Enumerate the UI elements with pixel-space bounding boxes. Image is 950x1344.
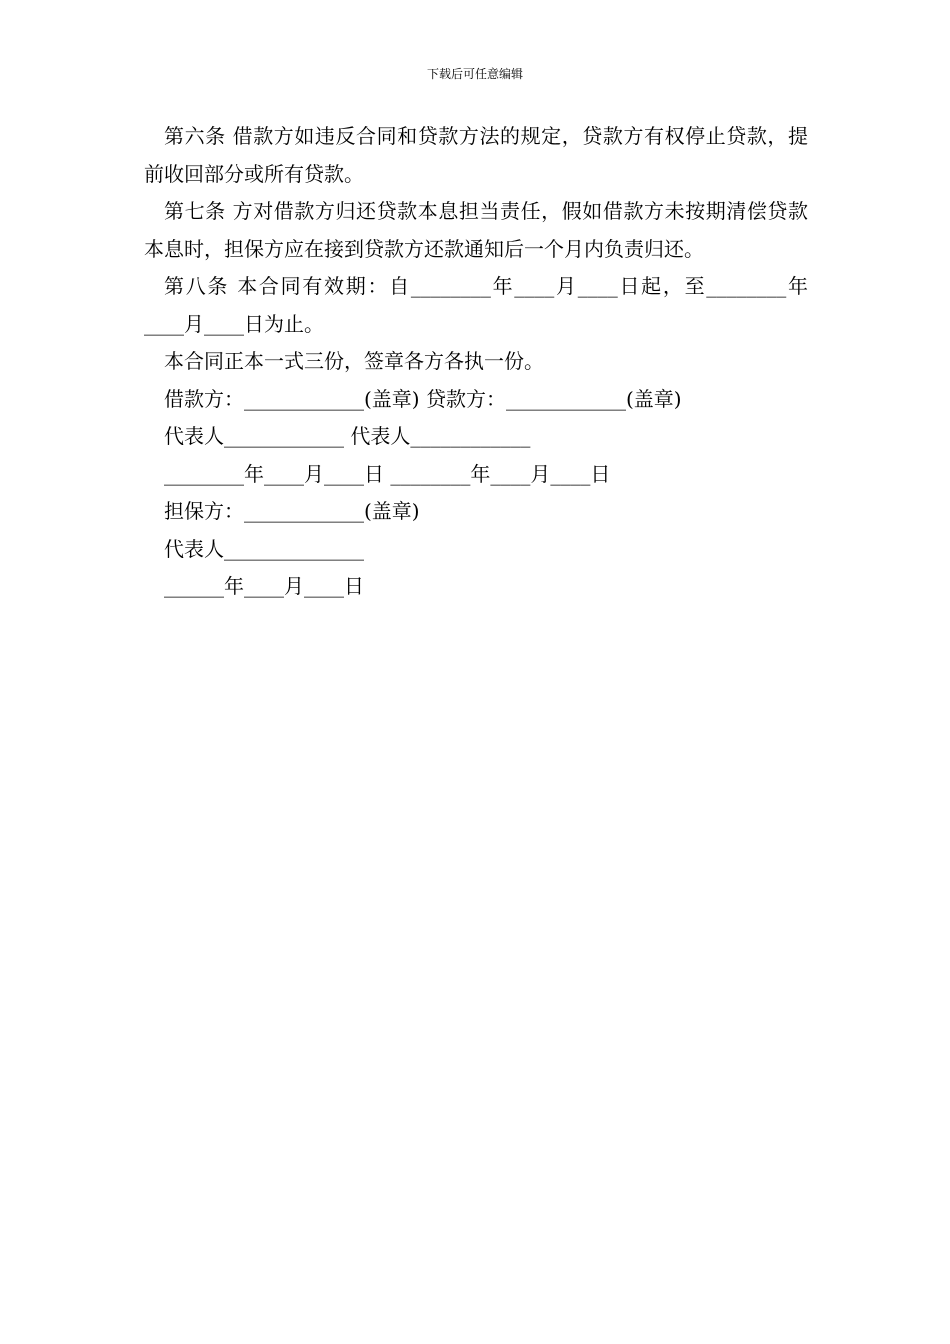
article-eight-paragraph: 第八条 本合同有效期：自________年____月____日起，至________年____月____日为止。 [144, 274, 808, 336]
article-seven-paragraph: 第七条 方对借款方归还贷款本息担当责任，假如借款方未按期清偿贷款本息时，担保方应在接到贷款方还款通知后一个月内负责归还。 [144, 199, 808, 261]
borrower-lender-seal-line: 借款方：____________(盖章) 贷款方：____________(盖章) [164, 386, 682, 411]
signing-dates-line: ________年____月____日 ________年____月____日 [164, 461, 611, 486]
copies-paragraph: 本合同正本一式三份，签章各方各执一份。 [164, 349, 544, 373]
guarantor-seal-line: 担保方：____________(盖章) [164, 499, 420, 523]
guarantor-date-line: ______年____月____日 [164, 574, 364, 598]
guarantor-representative-line: 代表人______________ [164, 536, 364, 561]
document-body [144, 118, 808, 606]
representatives-line: 代表人____________ 代表人____________ [164, 424, 531, 448]
page-header: 下载后可任意编辑 [426, 67, 523, 81]
article-six-paragraph: 第六条 借款方如违反合同和贷款方法的规定，贷款方有权停止贷款，提前收回部分或所有贷款。 [144, 124, 808, 186]
